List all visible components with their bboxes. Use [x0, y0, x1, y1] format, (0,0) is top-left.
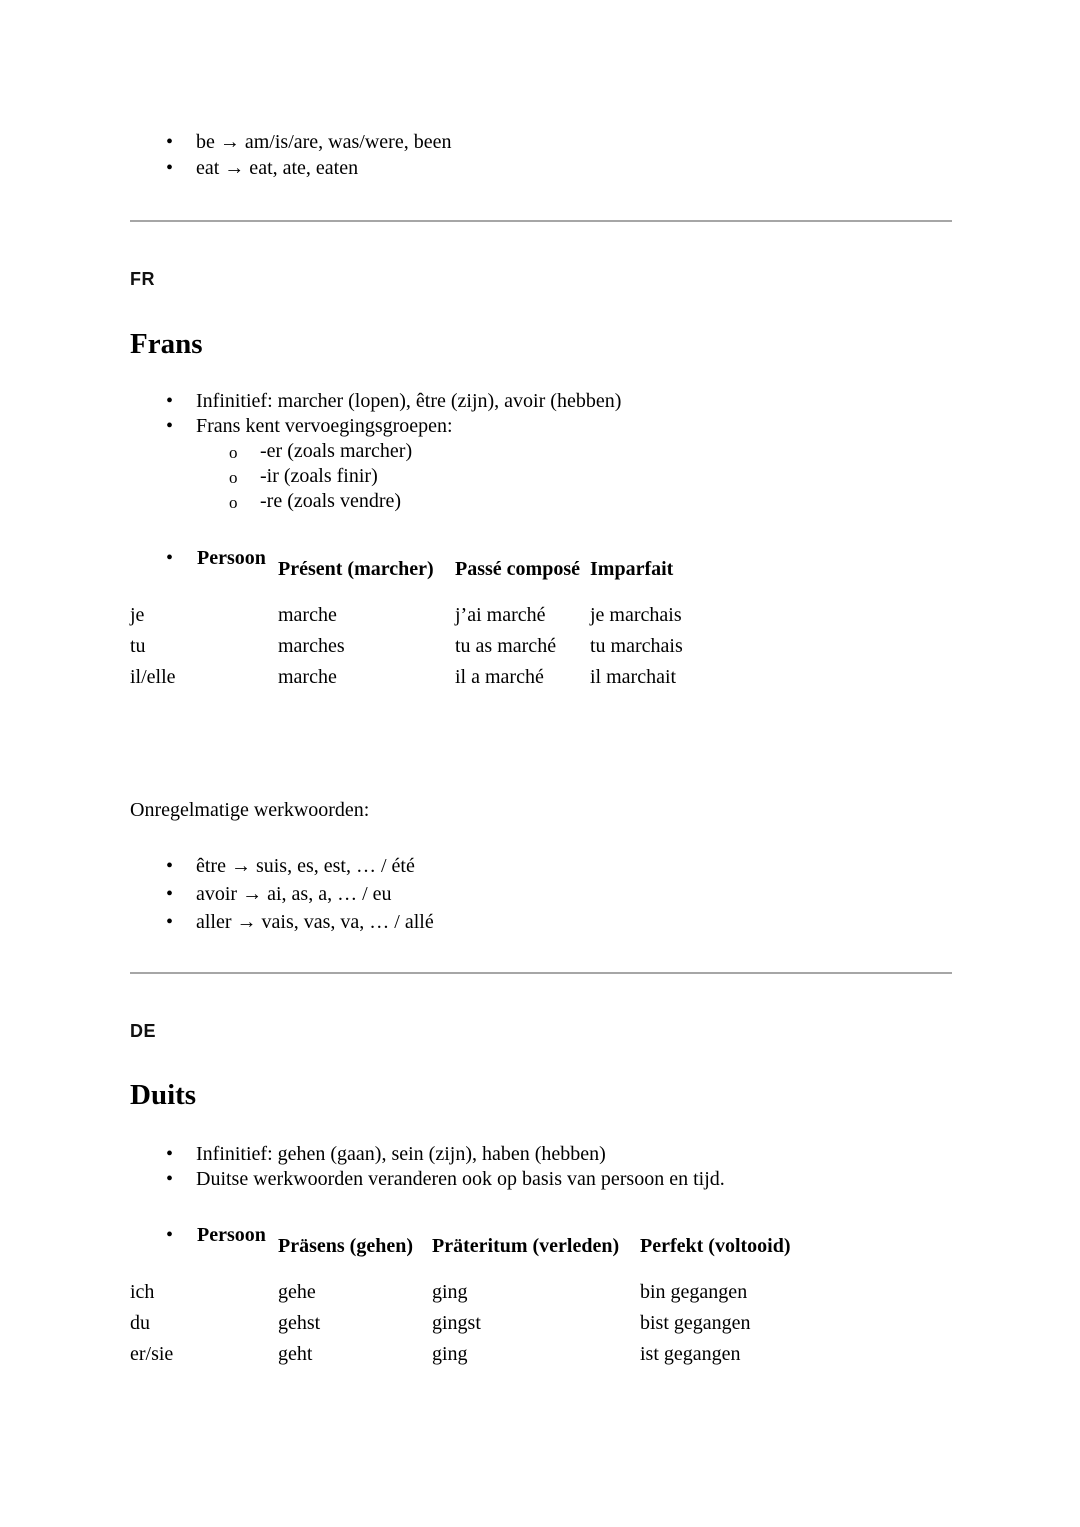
french-conjugation-table [130, 547, 952, 693]
section-divider [130, 220, 952, 222]
list-item-text: -ir (zoals finir) [260, 465, 378, 487]
sub-list-item [196, 464, 952, 489]
list-item [130, 129, 952, 155]
french-group-sublist [196, 439, 952, 514]
list-item-text: -re (zoals vendre) [260, 490, 402, 512]
heading-frans: Frans [130, 328, 203, 360]
sub-list-item [196, 439, 952, 464]
list-item [130, 1167, 952, 1192]
sub-list-item [196, 489, 952, 514]
list-item [130, 155, 952, 181]
list-item-text: aller → vais, vas, va, … / allé [196, 911, 434, 933]
table-header-person: • Persoon [130, 1224, 278, 1247]
table-cell-person: je [130, 604, 145, 626]
german-info-list [130, 1142, 952, 1192]
list-item-text: -er (zoals marcher) [260, 440, 413, 462]
table-cell: gehst [278, 1312, 321, 1334]
english-verb-list [130, 129, 952, 181]
list-item [130, 908, 952, 936]
table-cell: gingst [432, 1312, 481, 1334]
table-row [130, 1277, 952, 1308]
table-header-row [130, 1224, 952, 1258]
table-cell-person: er/sie [130, 1343, 174, 1365]
table-header-row [130, 547, 952, 581]
table-cell-person: il/elle [130, 666, 176, 688]
list-item-text: Infinitief: gehen (gaan), sein (zijn), haben (hebben) [196, 1143, 606, 1165]
table-row [130, 662, 952, 693]
section-tag-de: DE [130, 1021, 157, 1041]
table-cell-person: du [130, 1312, 150, 1334]
list-item [130, 1142, 952, 1167]
list-item [130, 389, 952, 414]
table-cell: il marchait [590, 666, 677, 688]
table-row [130, 600, 952, 631]
table-cell: ging [432, 1281, 468, 1303]
list-item-text: Duitse werkwoorden veranderen ook op basis van persoon en tijd. [196, 1168, 725, 1190]
table-cell: j’ai marché [455, 604, 546, 626]
table-header-cell: Präsens (gehen) [278, 1235, 413, 1257]
table-cell: marches [278, 635, 345, 657]
list-item-text: Frans kent vervoegingsgroepen: [196, 415, 453, 437]
irregular-verbs-heading: Onregelmatige werkwoorden: [130, 799, 370, 821]
table-header-person: • Persoon [130, 547, 278, 570]
table-cell-person: ich [130, 1281, 155, 1303]
list-item-text: être → suis, es, est, … / été [196, 855, 415, 877]
heading-duits: Duits [130, 1079, 197, 1111]
french-info-list [130, 389, 952, 514]
list-item [130, 414, 952, 514]
table-header-cell: Imparfait [590, 558, 674, 580]
table-body [130, 600, 952, 693]
list-item-text: avoir → ai, as, a, … / eu [196, 883, 392, 905]
table-row [130, 631, 952, 662]
table-cell: ging [432, 1343, 468, 1365]
section-tag-fr: FR [130, 269, 155, 289]
table-row [130, 1339, 952, 1370]
list-item-text: eat → eat, ate, eaten [196, 157, 359, 179]
table-cell: bin gegangen [640, 1281, 748, 1303]
table-body [130, 1277, 952, 1370]
table-header-cell: Perfekt (voltooid) [640, 1235, 791, 1257]
list-item [130, 880, 952, 908]
table-cell: il a marché [455, 666, 544, 688]
list-item-text: Infinitief: marcher (lopen), être (zijn), avoir (hebben) [196, 390, 622, 412]
table-cell: tu marchais [590, 635, 683, 657]
table-cell: marche [278, 666, 337, 688]
table-cell: ist gegangen [640, 1343, 741, 1365]
table-cell: geht [278, 1343, 313, 1365]
table-cell: marche [278, 604, 337, 626]
table-row [130, 1308, 952, 1339]
german-conjugation-table [130, 1224, 952, 1370]
section-divider [130, 972, 952, 974]
list-item [130, 852, 952, 880]
table-cell-person: tu [130, 635, 146, 657]
table-cell: tu as marché [455, 635, 557, 657]
list-item-text: be → am/is/are, was/were, been [196, 131, 452, 153]
table-cell: gehe [278, 1281, 316, 1303]
table-cell: bist gegangen [640, 1312, 751, 1334]
table-header-cell: Présent (marcher) [278, 558, 434, 580]
table-header-cell: Präteritum (verleden) [432, 1235, 620, 1257]
table-cell: je marchais [590, 604, 682, 626]
french-irregular-list [130, 852, 952, 936]
table-header-cell: Passé composé [455, 558, 580, 580]
